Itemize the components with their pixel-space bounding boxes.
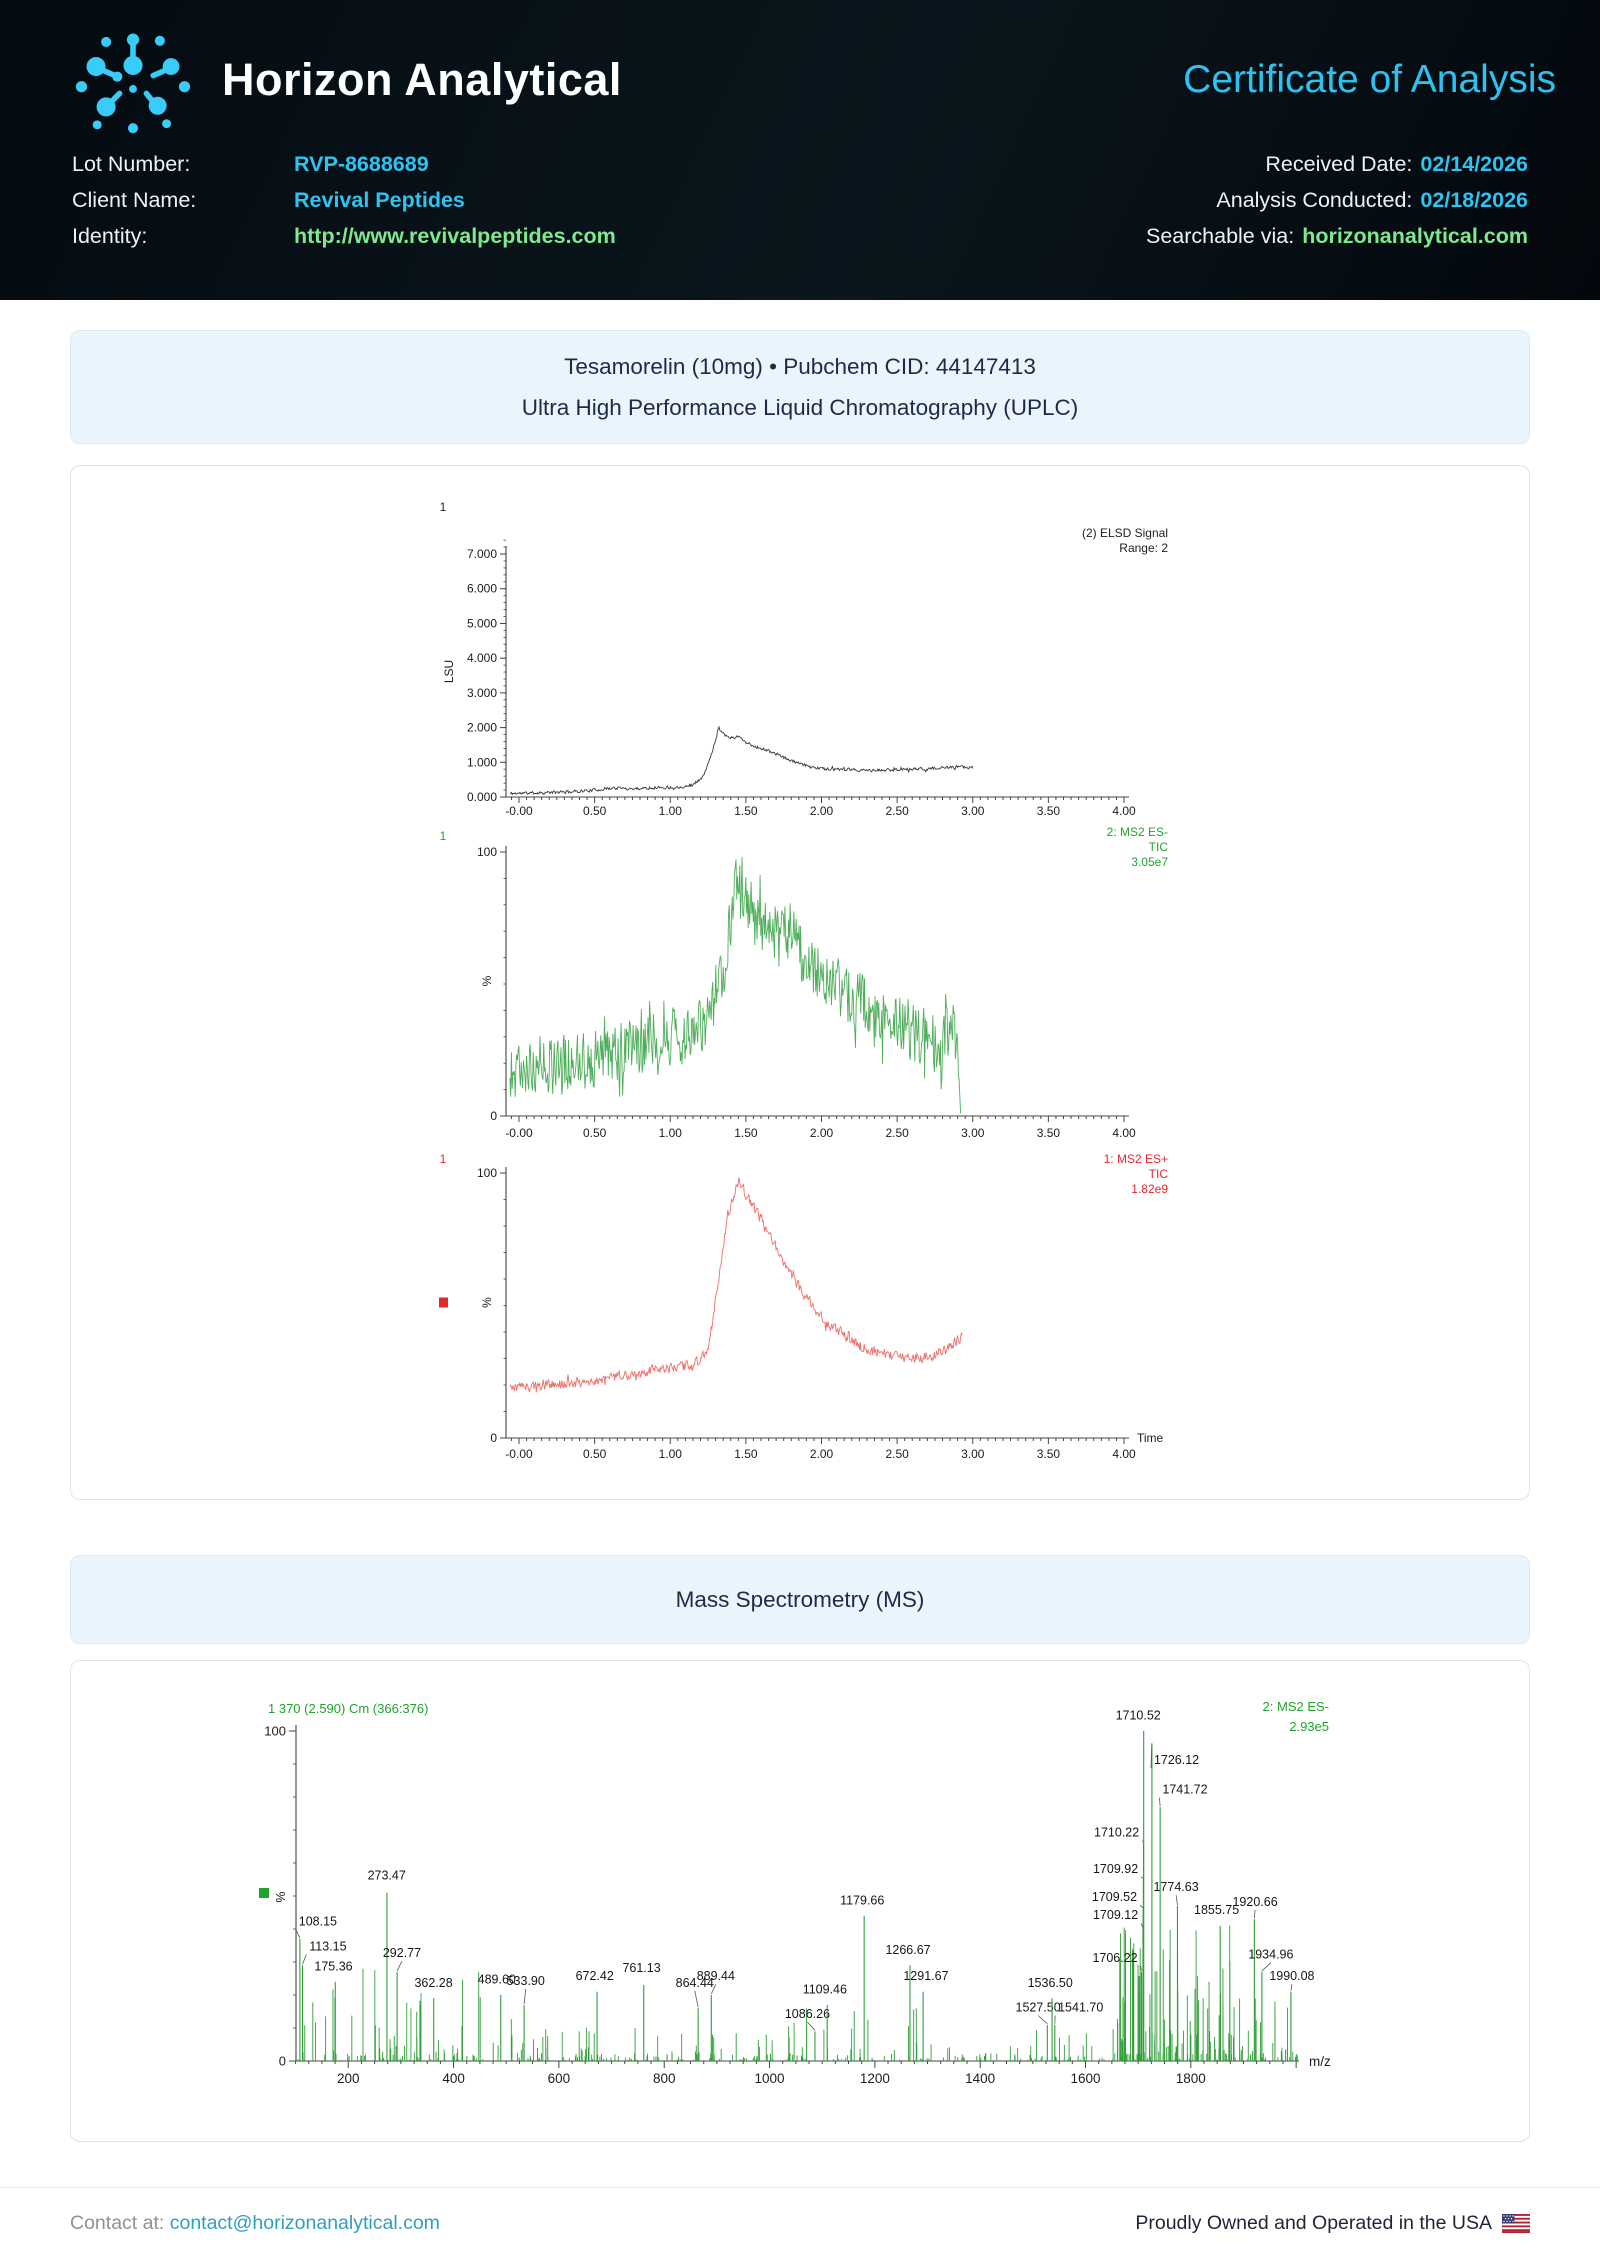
svg-text:100: 100 (476, 845, 497, 859)
contact-label: Contact at: (70, 2212, 165, 2234)
usa-flag-icon (1502, 2214, 1530, 2233)
client-info (72, 146, 616, 254)
svg-text:1855.75: 1855.75 (1194, 1903, 1240, 1918)
svg-text:1934.96: 1934.96 (1248, 1947, 1294, 1962)
svg-text:-0.00: -0.00 (505, 1126, 533, 1140)
svg-text:761.13: 761.13 (622, 1960, 661, 1975)
svg-text:1920.66: 1920.66 (1232, 1894, 1278, 1909)
analysis-date-value: 02/18/2026 (1420, 188, 1528, 212)
svg-text:864.44: 864.44 (675, 1975, 714, 1990)
svg-text:1527.50: 1527.50 (1015, 2000, 1061, 2015)
svg-text:400: 400 (442, 2071, 465, 2086)
svg-text:0.50: 0.50 (582, 804, 607, 818)
svg-text:1710.52: 1710.52 (1115, 1708, 1161, 1723)
info-grid (0, 136, 1600, 254)
svg-text:1266.67: 1266.67 (885, 1942, 931, 1957)
svg-text:273.47: 273.47 (367, 1868, 406, 1883)
svg-text:3.05e7: 3.05e7 (1131, 855, 1168, 869)
svg-text:175.36: 175.36 (314, 1959, 353, 1974)
svg-text:800: 800 (652, 2071, 676, 2086)
lot-number-row (72, 146, 616, 182)
svg-text:4.00: 4.00 (1112, 1126, 1136, 1140)
svg-text:1: 1 (439, 500, 447, 514)
received-date-value: 02/14/2026 (1420, 152, 1528, 176)
identity-url-link[interactable]: http://www.revivalpeptides.com (294, 224, 616, 248)
svg-text:1.50: 1.50 (734, 804, 758, 818)
uplc-method-title: Ultra High Performance Liquid Chromatography (UPLC) (521, 395, 1079, 420)
svg-text:1179.66: 1179.66 (840, 1893, 885, 1908)
svg-text:0: 0 (490, 1109, 497, 1123)
svg-text:2.50: 2.50 (885, 804, 909, 818)
svg-text:1: 1 (439, 1152, 447, 1166)
svg-text:1: MS2 ES+: 1: MS2 ES+ (1103, 1152, 1168, 1166)
svg-text:889.44: 889.44 (696, 1969, 735, 1984)
searchable-url-link[interactable]: horizonanalytical.com (1302, 224, 1528, 248)
svg-text:113.15: 113.15 (309, 1939, 347, 1954)
footer (0, 2187, 1600, 2235)
svg-text:m/z: m/z (1309, 2054, 1331, 2069)
svg-text:533.90: 533.90 (506, 1974, 545, 1989)
svg-text:2.93e5: 2.93e5 (1289, 1719, 1329, 1734)
svg-text:362.28: 362.28 (414, 1975, 453, 1990)
svg-text:1000: 1000 (754, 2071, 785, 2086)
svg-text:TIC: TIC (1148, 840, 1168, 854)
svg-text:1709.92: 1709.92 (1092, 1861, 1139, 1876)
svg-text:0: 0 (278, 2053, 286, 2069)
svg-text:100: 100 (264, 1723, 286, 1739)
svg-text:6.000: 6.000 (466, 581, 497, 596)
svg-text:1709.12: 1709.12 (1092, 1908, 1139, 1923)
analysis-date-row (1146, 182, 1528, 218)
brand-name: Horizon Analytical (222, 54, 622, 105)
svg-text:2: MS2 ES-: 2: MS2 ES- (1262, 1699, 1329, 1714)
header (0, 0, 1600, 300)
analysis-date-label: Analysis Conducted: (1216, 188, 1413, 212)
svg-text:4.000: 4.000 (466, 651, 497, 666)
svg-text:1: 1 (439, 829, 447, 843)
svg-text:200: 200 (336, 2071, 360, 2086)
svg-text:292.77: 292.77 (382, 1946, 422, 1961)
svg-text:1706.22: 1706.22 (1092, 1951, 1138, 1965)
svg-text:600: 600 (547, 2071, 571, 2086)
svg-text:TIC: TIC (1148, 1167, 1168, 1181)
lot-number-value: RVP-8688689 (294, 152, 429, 176)
svg-text:1726.12: 1726.12 (1153, 1753, 1200, 1767)
svg-text:3.50: 3.50 (1036, 804, 1061, 818)
svg-text:1536.50: 1536.50 (1027, 1975, 1073, 1990)
svg-text:1.00: 1.00 (658, 804, 682, 818)
svg-text:3.50: 3.50 (1036, 1447, 1061, 1461)
svg-text:1400: 1400 (965, 2071, 996, 2086)
received-date-label: Received Date: (1265, 152, 1413, 176)
lot-number-label: Lot Number: (72, 152, 191, 176)
svg-text:2.00: 2.00 (809, 1447, 834, 1461)
svg-text:0: 0 (490, 1431, 497, 1445)
svg-text:1086.26: 1086.26 (784, 2007, 831, 2022)
svg-text:-0.00: -0.00 (505, 804, 533, 818)
mass-spectrum-plot (71, 1661, 1529, 2143)
svg-text:1 370 (2.590) Cm (366:376): 1 370 (2.590) Cm (366:376) (268, 1701, 429, 1716)
svg-text:3.00: 3.00 (961, 1126, 985, 1140)
svg-text:1.00: 1.00 (658, 1126, 682, 1140)
made-in-text: Proudly Owned and Operated in the USA (1135, 2212, 1492, 2234)
svg-text:489.60: 489.60 (477, 1972, 516, 1987)
identity-row (72, 218, 616, 254)
svg-text:1.00: 1.00 (658, 1447, 682, 1461)
svg-text:1800: 1800 (1175, 2071, 1206, 2086)
svg-text:3.00: 3.00 (961, 1447, 985, 1461)
svg-text:4.00: 4.00 (1112, 804, 1136, 818)
svg-text:0.50: 0.50 (582, 1447, 607, 1461)
ms2-es-plus-tic-chromatogram (71, 1151, 1529, 1491)
svg-text:3.00: 3.00 (961, 804, 985, 818)
client-name-value: Revival Peptides (294, 188, 465, 212)
svg-text:Range: 2: Range: 2 (1119, 541, 1168, 555)
svg-text:1200: 1200 (859, 2071, 890, 2086)
svg-text:2.50: 2.50 (885, 1447, 909, 1461)
svg-text:1710.22: 1710.22 (1094, 1825, 1140, 1840)
svg-text:1109.46: 1109.46 (802, 1982, 847, 1997)
elsd-chromatogram (71, 491, 1529, 826)
svg-text:0.50: 0.50 (582, 1126, 607, 1140)
horizon-logo (58, 24, 208, 136)
svg-text:2: MS2 ES-: 2: MS2 ES- (1106, 826, 1168, 839)
svg-text:2.000: 2.000 (466, 720, 497, 735)
svg-text:1291.67: 1291.67 (903, 1969, 949, 1984)
client-name-row (72, 182, 616, 218)
analysis-info (1146, 146, 1528, 254)
svg-text:Time: Time (1137, 1431, 1164, 1445)
received-date-row (1146, 146, 1528, 182)
svg-text:1741.72: 1741.72 (1162, 1782, 1208, 1797)
svg-text:5.000: 5.000 (466, 616, 497, 631)
ms-section-banner (70, 1555, 1530, 1644)
ms-method-title: Mass Spectrometry (MS) (675, 1587, 925, 1612)
svg-text:108.15: 108.15 (298, 1914, 337, 1929)
svg-text:1990.08: 1990.08 (1269, 1969, 1315, 1984)
svg-text:4.00: 4.00 (1112, 1447, 1136, 1461)
svg-text:1709.52: 1709.52 (1091, 1889, 1138, 1904)
contact-email-link[interactable]: contact@horizonanalytical.com (169, 2212, 440, 2234)
svg-text:-0.00: -0.00 (505, 1447, 533, 1461)
svg-text:672.42: 672.42 (575, 1969, 614, 1984)
searchable-row (1146, 218, 1528, 254)
svg-text:2.00: 2.00 (809, 804, 834, 818)
made-in-line (1135, 2212, 1530, 2235)
svg-text:1774.63: 1774.63 (1153, 1880, 1199, 1895)
svg-text:%: % (480, 1297, 494, 1308)
contact-line (70, 2212, 440, 2235)
sample-title: Tesamorelin (10mg) • Pubchem CID: 44147413 (564, 354, 1036, 379)
identity-label: Identity: (72, 224, 148, 248)
svg-text:1.50: 1.50 (734, 1447, 758, 1461)
svg-text:(2) ELSD Signal: (2) ELSD Signal (1081, 526, 1168, 540)
svg-text:1600: 1600 (1070, 2071, 1101, 2086)
svg-text:1541.70: 1541.70 (1058, 2000, 1104, 2015)
svg-text:1.000: 1.000 (466, 755, 497, 770)
svg-text:1.82e9: 1.82e9 (1131, 1182, 1168, 1196)
svg-text:LSU: LSU (442, 659, 456, 684)
svg-text:3.000: 3.000 (466, 685, 497, 700)
svg-text:3.50: 3.50 (1036, 1126, 1061, 1140)
svg-text:%: % (480, 975, 494, 987)
uplc-chart-panel (70, 465, 1530, 1500)
svg-text:2.00: 2.00 (809, 1126, 834, 1140)
ms2-es-minus-tic-chromatogram (71, 826, 1529, 1151)
certificate-title: Certificate of Analysis (1183, 58, 1556, 101)
svg-text:0.000: 0.000 (466, 790, 497, 804)
svg-text:7.000: 7.000 (466, 547, 497, 562)
svg-text:2.50: 2.50 (885, 1126, 909, 1140)
client-name-label: Client Name: (72, 188, 197, 212)
svg-text:100: 100 (476, 1166, 497, 1180)
svg-text:%: % (274, 1891, 288, 1903)
uplc-section-banner (70, 330, 1530, 444)
brand-row (0, 0, 1600, 136)
ms-chart-panel (70, 1660, 1530, 2142)
svg-text:1.50: 1.50 (734, 1126, 758, 1140)
searchable-label: Searchable via: (1145, 224, 1295, 248)
